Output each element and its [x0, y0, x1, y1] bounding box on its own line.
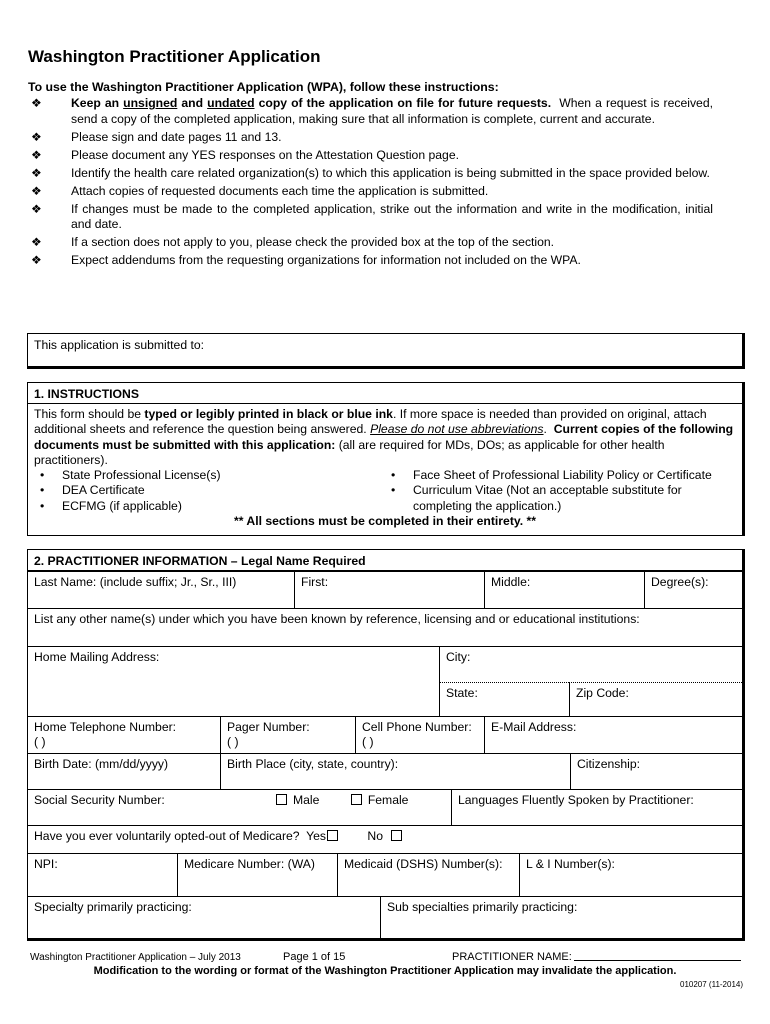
state-field[interactable]: State: [439, 682, 569, 716]
diamond-bullet-icon: ❖ [31, 183, 42, 198]
first-name-field[interactable]: First: [294, 572, 484, 608]
specialty-field[interactable]: Specialty primarily practicing: [34, 900, 192, 914]
home-telephone-field[interactable]: Home Telephone Number: ( ) [34, 720, 177, 749]
zip-code-field[interactable]: Zip Code: [569, 682, 742, 716]
medicaid-number-field[interactable]: Medicaid (DSHS) Number(s): [337, 854, 519, 896]
diamond-bullet-icon: ❖ [31, 129, 42, 144]
languages-field[interactable]: Languages Fluently Spoken by Practitioner: [451, 790, 742, 825]
ssn-field[interactable]: Social Security Number: [34, 793, 165, 807]
page-title: Washington Practitioner Application [28, 47, 321, 66]
diamond-bullet-icon: ❖ [31, 235, 42, 249]
all-sections-note: ** All sections must be completed in their entirety. ** [233, 514, 537, 529]
list-item: • DEA Certificate [40, 483, 145, 498]
home-mailing-address-field[interactable]: Home Mailing Address: [34, 650, 160, 664]
section-practitioner-info [27, 549, 745, 941]
city-field[interactable]: City: [439, 647, 742, 682]
list-item: • ECFMG (if applicable) [40, 498, 182, 513]
diamond-bullet-icon: ❖ [31, 201, 42, 216]
list-item: ❖ Attach copies of requested documents each time the application is submitted. [28, 184, 713, 200]
instructions-intro: To use the Washington Practitioner Application (WPA), follow these instructions: [28, 80, 499, 94]
female-checkbox[interactable] [351, 794, 362, 805]
email-address-field[interactable]: E-Mail Address: [484, 717, 742, 753]
pager-number-field[interactable]: Pager Number: ( ) [220, 717, 355, 753]
instruction-bullets [28, 96, 713, 271]
submitted-to-label: This application is submitted to: [34, 338, 205, 352]
list-item: • Curriculum Vitae (Not an acceptable substitute for completing the application.) [391, 483, 682, 513]
male-checkbox[interactable] [276, 794, 287, 805]
gender-options: Male Female [266, 790, 451, 825]
page-number: Page 1 of 15 [283, 951, 346, 963]
birth-date-field[interactable]: Birth Date: (mm/dd/yyyy) [34, 757, 169, 771]
list-item: ❖ Keep an unsigned and undated copy of the application on file for future requests. When a request is received, send a copy of the completed application, making sure that all information is complete, current and accurate. [28, 96, 713, 127]
list-item: • Face Sheet of Professional Liability Policy or Certificate [391, 468, 712, 483]
medicare-yes-checkbox[interactable] [327, 830, 338, 841]
form-number: 010207 (11-2014) [680, 980, 744, 989]
diamond-bullet-icon: ❖ [31, 165, 42, 180]
medicare-opt-out-question: Have you ever voluntarily opted-out of Medicare? Yes No [28, 826, 742, 853]
submitted-to-field[interactable] [27, 333, 745, 369]
diamond-bullet-icon: ❖ [31, 147, 42, 162]
list-item: ❖ If changes must be made to the completed application, strike out the information and write in the modification, initial and date. [28, 202, 713, 233]
list-item: • State Professional License(s) [40, 468, 221, 483]
footer-form-title: Washington Practitioner Application – July 2013 [30, 952, 241, 963]
li-number-field[interactable]: L & I Number(s): [519, 854, 742, 896]
section-heading: 1. INSTRUCTIONS [28, 383, 742, 404]
list-item: ❖ If a section does not apply to you, please check the provided box at the top of the section. [28, 235, 713, 251]
cell-phone-field[interactable]: Cell Phone Number: ( ) [355, 717, 484, 753]
section-instructions [27, 382, 745, 536]
birth-place-field[interactable]: Birth Place (city, state, country): [220, 754, 570, 789]
sub-specialties-field[interactable]: Sub specialties primarily practicing: [380, 897, 742, 939]
list-item: ❖ Please document any YES responses on the Attestation Question page. [28, 148, 713, 164]
modification-warning: Modification to the wording or format of the Washington Practitioner Application may invalidate the application. [93, 965, 677, 977]
medicare-no-checkbox[interactable] [391, 830, 402, 841]
other-names-field[interactable]: List any other name(s) under which you have been known by reference, licensing and or educational institutions: [34, 612, 640, 626]
list-item: ❖ Please sign and date pages 11 and 13. [28, 130, 713, 146]
citizenship-field[interactable]: Citizenship: [570, 754, 742, 789]
npi-field[interactable]: NPI: [34, 857, 58, 871]
diamond-bullet-icon: ❖ [31, 96, 42, 110]
practitioner-name-footer: PRACTITIONER NAME: [452, 951, 741, 963]
list-item: ❖ Identify the health care related organization(s) to which this application is being submitted in the space provided below. [28, 166, 713, 182]
degrees-field[interactable]: Degree(s): [644, 572, 742, 608]
section-heading: 2. PRACTITIONER INFORMATION – Legal Name Required [28, 550, 742, 571]
middle-name-field[interactable]: Middle: [484, 572, 644, 608]
instructions-paragraph: This form should be typed or legibly printed in black or blue ink. If more space is needed than provided on original, attach additional sheets and reference the question being answered. Please do not use abbreviations. Current copies of the following documents must be submitted with this application: (all are required for MDs, DOs; as applicable for other health practitioners). [34, 407, 734, 467]
medicare-number-field[interactable]: Medicare Number: (WA) [177, 854, 337, 896]
last-name-field[interactable]: Last Name: (include suffix; Jr., Sr., III) [34, 575, 237, 589]
diamond-bullet-icon: ❖ [31, 253, 42, 267]
list-item: ❖ Expect addendums from the requesting organizations for information not included on the WPA. [28, 253, 713, 269]
